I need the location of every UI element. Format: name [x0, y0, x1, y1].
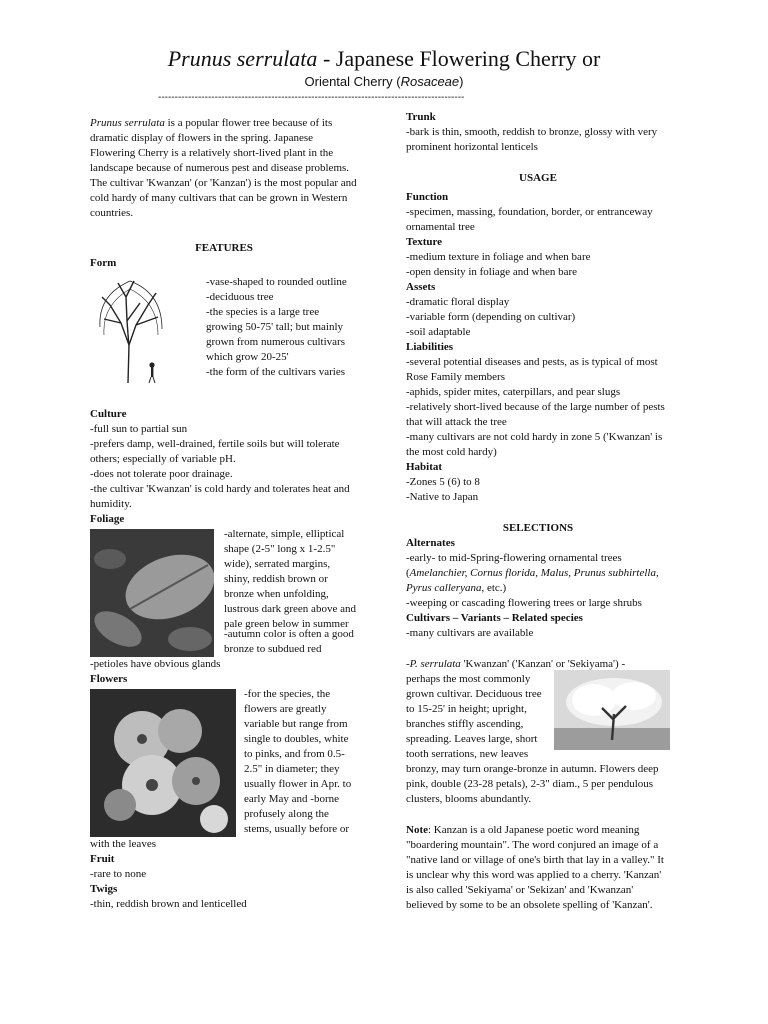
alternates-label: Alternates: [406, 537, 455, 549]
liabilities-label: Liabilities: [406, 341, 454, 353]
form-label: Form: [90, 257, 117, 269]
texture-item: -medium texture in foliage and when bare: [406, 251, 591, 263]
cultivars-label: Cultivars – Variants – Related species: [406, 612, 583, 624]
trunk-item: -bark is thin, smooth, reddish to bronze, glossy with very prominent horizontal lenticels: [406, 126, 658, 153]
habitat-label: Habitat: [406, 461, 443, 473]
kwanzan-description: perhaps the most commonly grown cultivar. Deciduous tree to 15-25' in height; upright, branches stiffly ascending, spreading. Leaves large, short tooth serrations, new leaves bronzy, may turn orange-bronze in autumn. Flowers deep pink, double (23-28 petals), 2-3" diam., 5 per pendulous clusters, blooms abundantly.: [406, 673, 659, 805]
note-label: Note: [406, 824, 428, 836]
foliage-label: Foliage: [90, 513, 125, 525]
culture-item: -prefers damp, well-drained, fertile soils but will tolerate others; especially of variable pH.: [90, 438, 340, 465]
assets-item: -dramatic floral display: [406, 296, 510, 308]
alt-species-list: Amelanchier, Cornus florida, Malus, Prunus subhirtella, Pyrus calleryana: [406, 567, 659, 594]
function-label: Function: [406, 191, 449, 203]
assets-item: -soil adaptable: [406, 326, 471, 338]
dashed-rule: --------------------------------------------------------------------------------------------: [158, 92, 465, 103]
culture-label: Culture: [90, 408, 127, 420]
title-common-name: - Japanese Flowering Cherry or: [317, 46, 601, 71]
texture-label: Texture: [406, 236, 443, 248]
culture-item: -full sun to partial sun: [90, 423, 188, 435]
flowers-description: -for the species, the flowers are greatly variable but range from single to doubles, white to pinks, and from 0.5-2.5" in diameter; they usually flower in Apr. to early May and -borne profusely along the stems, usually before or with the leaves: [90, 688, 352, 850]
twigs-item: -thin, reddish brown and lenticelled: [90, 898, 247, 910]
foliage-item: -petioles have obvious glands: [90, 658, 221, 670]
culture-item: -does not tolerate poor drainage.: [90, 468, 233, 480]
flower-photo-icon: [90, 689, 236, 837]
foliage-photo: [90, 529, 214, 657]
foliage-item: -autumn color is often a good bronze to subdued red: [224, 628, 354, 655]
subtitle-close: ): [459, 74, 464, 89]
liabilities-item: -many cultivars are not cold hardy in zone 5 ('Kwanzan' is the most cold hardy): [406, 431, 663, 458]
kwanzan-photo: [554, 670, 670, 750]
right-column: [406, 110, 670, 913]
left-column: [90, 116, 358, 912]
page-subtitle: [0, 74, 768, 90]
alternates-item: -early- to mid-Spring-flowering ornamental trees: [406, 552, 622, 564]
habitat-item: -Native to Japan: [406, 491, 479, 503]
cultivars-item: -many cultivars are available: [406, 627, 534, 639]
flowers-photo: [90, 689, 236, 837]
alt-open: (: [406, 567, 410, 579]
selections-heading: SELECTIONS: [502, 522, 574, 534]
culture-item: -the cultivar 'Kwanzan' is cold hardy and tolerates heat and humidity.: [90, 483, 350, 510]
intro-text: is a popular flower tree because of its dramatic display of flowers in the spring. Japanese Flowering Cherry is a relatively short-lived plant in the landscape because of numerous pest and disease problems. The cultivar 'Kwanzan' (or 'Kanzan') is the most popular and cold hardy of many cultivars that can be grown in Western countries.: [90, 117, 357, 219]
assets-label: Assets: [406, 281, 436, 293]
form-item: -the species is a large tree growing 50-75' tall; but mainly grown from numerous cultivars which grow 20-25': [206, 306, 345, 363]
subtitle-text: Oriental Cherry (: [304, 74, 401, 89]
trunk-label: Trunk: [406, 111, 436, 123]
tree-form-illustration: [96, 275, 166, 387]
leaf-photo-icon: [90, 529, 214, 657]
title-scientific-name: Prunus serrulata: [167, 46, 318, 71]
habitat-item: -Zones 5 (6) to 8: [406, 476, 480, 488]
assets-item: -variable form (depending on cultivar): [406, 311, 576, 323]
usage-heading: USAGE: [519, 172, 557, 184]
twigs-label: Twigs: [90, 883, 118, 895]
liabilities-item: -several potential diseases and pests, as is typical of most Rose Family members: [406, 356, 658, 383]
subtitle-family: Rosaceae: [400, 74, 460, 89]
liabilities-item: -relatively short-lived because of the large number of pests that will attack the tree: [406, 401, 665, 428]
intro-scientific-name: Prunus serrulata: [90, 117, 165, 129]
alt-close: , etc.): [481, 582, 507, 594]
form-item: -vase-shaped to rounded outline: [206, 276, 347, 288]
intro-paragraph: [90, 116, 358, 221]
tree-silhouette-icon: [96, 275, 166, 387]
note-text: : Kanzan is a old Japanese poetic word meaning "boardering mountain". The word conjured an image of a "native land or village of one's birth that lay in a valley." It is unclear why this word was applied to a cherry. 'Kanzan' is also called 'Sekiyama' or 'Sekizan' and 'Kwanzan' believed by some to be an obsolete spelling of 'Kanzan'.: [406, 824, 664, 911]
fruit-label: Fruit: [90, 853, 115, 865]
fruit-item: -rare to none: [90, 868, 147, 880]
texture-item: -open density in foliage and when bare: [406, 266, 578, 278]
function-item: -specimen, massing, foundation, border, or entranceway ornamental tree: [406, 206, 653, 233]
note-paragraph: [406, 823, 670, 913]
alternates-item: -weeping or cascading flowering trees or large shrubs: [406, 597, 642, 609]
kw-dash: -: [406, 658, 410, 670]
flowers-label: Flowers: [90, 673, 128, 685]
kw-cultivar-name: 'Kwanzan' ('Kanzan' or 'Sekiyama') -: [460, 658, 626, 670]
alternates-species: [406, 566, 670, 596]
kw-scientific-name: P. serrulata: [409, 658, 461, 670]
features-heading: FEATURES: [195, 242, 253, 254]
form-item: -the form of the cultivars varies: [206, 366, 345, 378]
form-item: -deciduous tree: [206, 291, 274, 303]
liabilities-item: -aphids, spider mites, caterpillars, and pear slugs: [406, 386, 621, 398]
foliage-description: -alternate, simple, elliptical shape (2-5" long x 1-2.5" wide), serrated margins, shiny, reddish brown or bronze when unfolding, lustrous dark green above and pale green below in summer: [224, 528, 356, 630]
cherry-tree-photo-icon: [554, 670, 670, 750]
page-title: [0, 46, 768, 72]
